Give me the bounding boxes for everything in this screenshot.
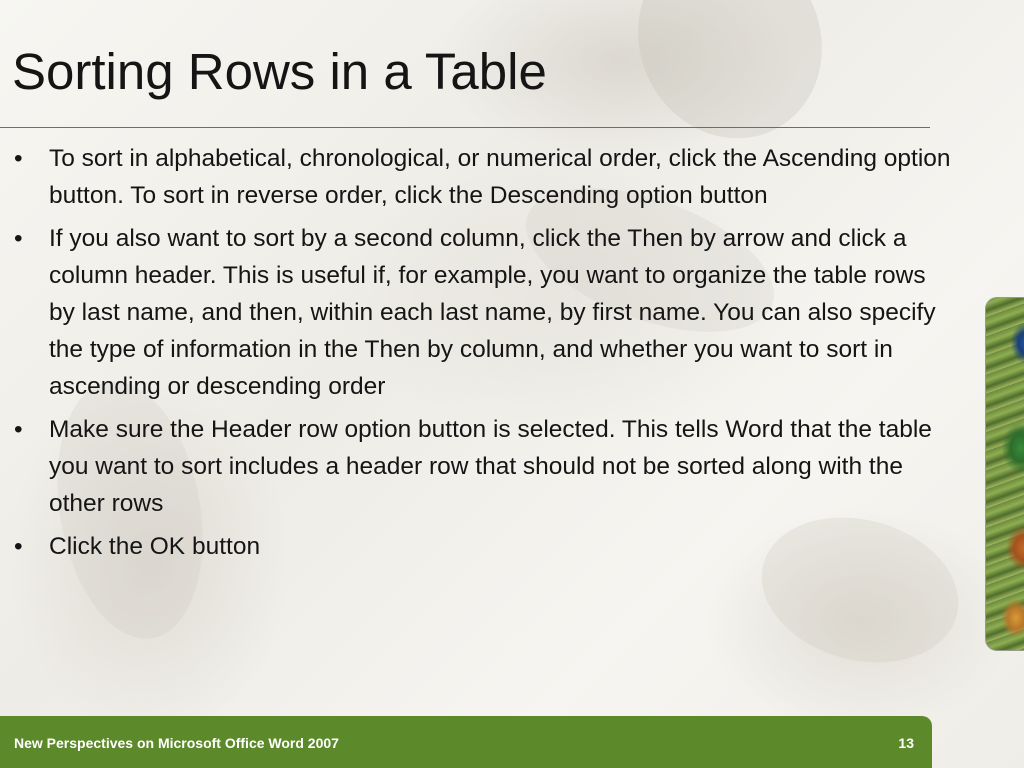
bullet-item-ok: [14, 528, 954, 565]
bullet-text: If you also want to sort by a second column, click the Then by arrow and click a column header. This is useful if, for example, you want to organize the table rows by last name, and then, within each last name, by first name. You can also specify the type of information in the Then by column, and whether you want to sort in ascending or descending order: [49, 225, 936, 400]
bullet-text: To sort in alphabetical, chronological, or numerical order, click the Ascending option button. To sort in reverse order, click the Descending option button: [49, 145, 951, 209]
bullet-text: Click the OK button: [49, 533, 261, 560]
bullet-icon: •: [14, 533, 23, 560]
bullet-item-then-by: [14, 220, 954, 405]
slide-title: Sorting Rows in a Table: [12, 43, 547, 100]
bullet-icon: •: [14, 145, 23, 172]
bullet-icon: •: [14, 225, 23, 252]
bullet-list: [14, 140, 954, 571]
bullet-text: Make sure the Header row option button is selected. This tells Word that the table you want to sort includes a header row that should not be sorted along with the other rows: [49, 416, 932, 517]
bullet-item-header-row: [14, 411, 954, 522]
footer-text: New Perspectives on Microsoft Office Word 2007: [14, 735, 339, 751]
bullet-icon: •: [14, 416, 23, 443]
peacock-feather-image: [985, 297, 1024, 651]
bullet-item-ascending: [14, 140, 954, 214]
slide-number: 13: [898, 735, 914, 751]
title-divider: [0, 127, 930, 128]
